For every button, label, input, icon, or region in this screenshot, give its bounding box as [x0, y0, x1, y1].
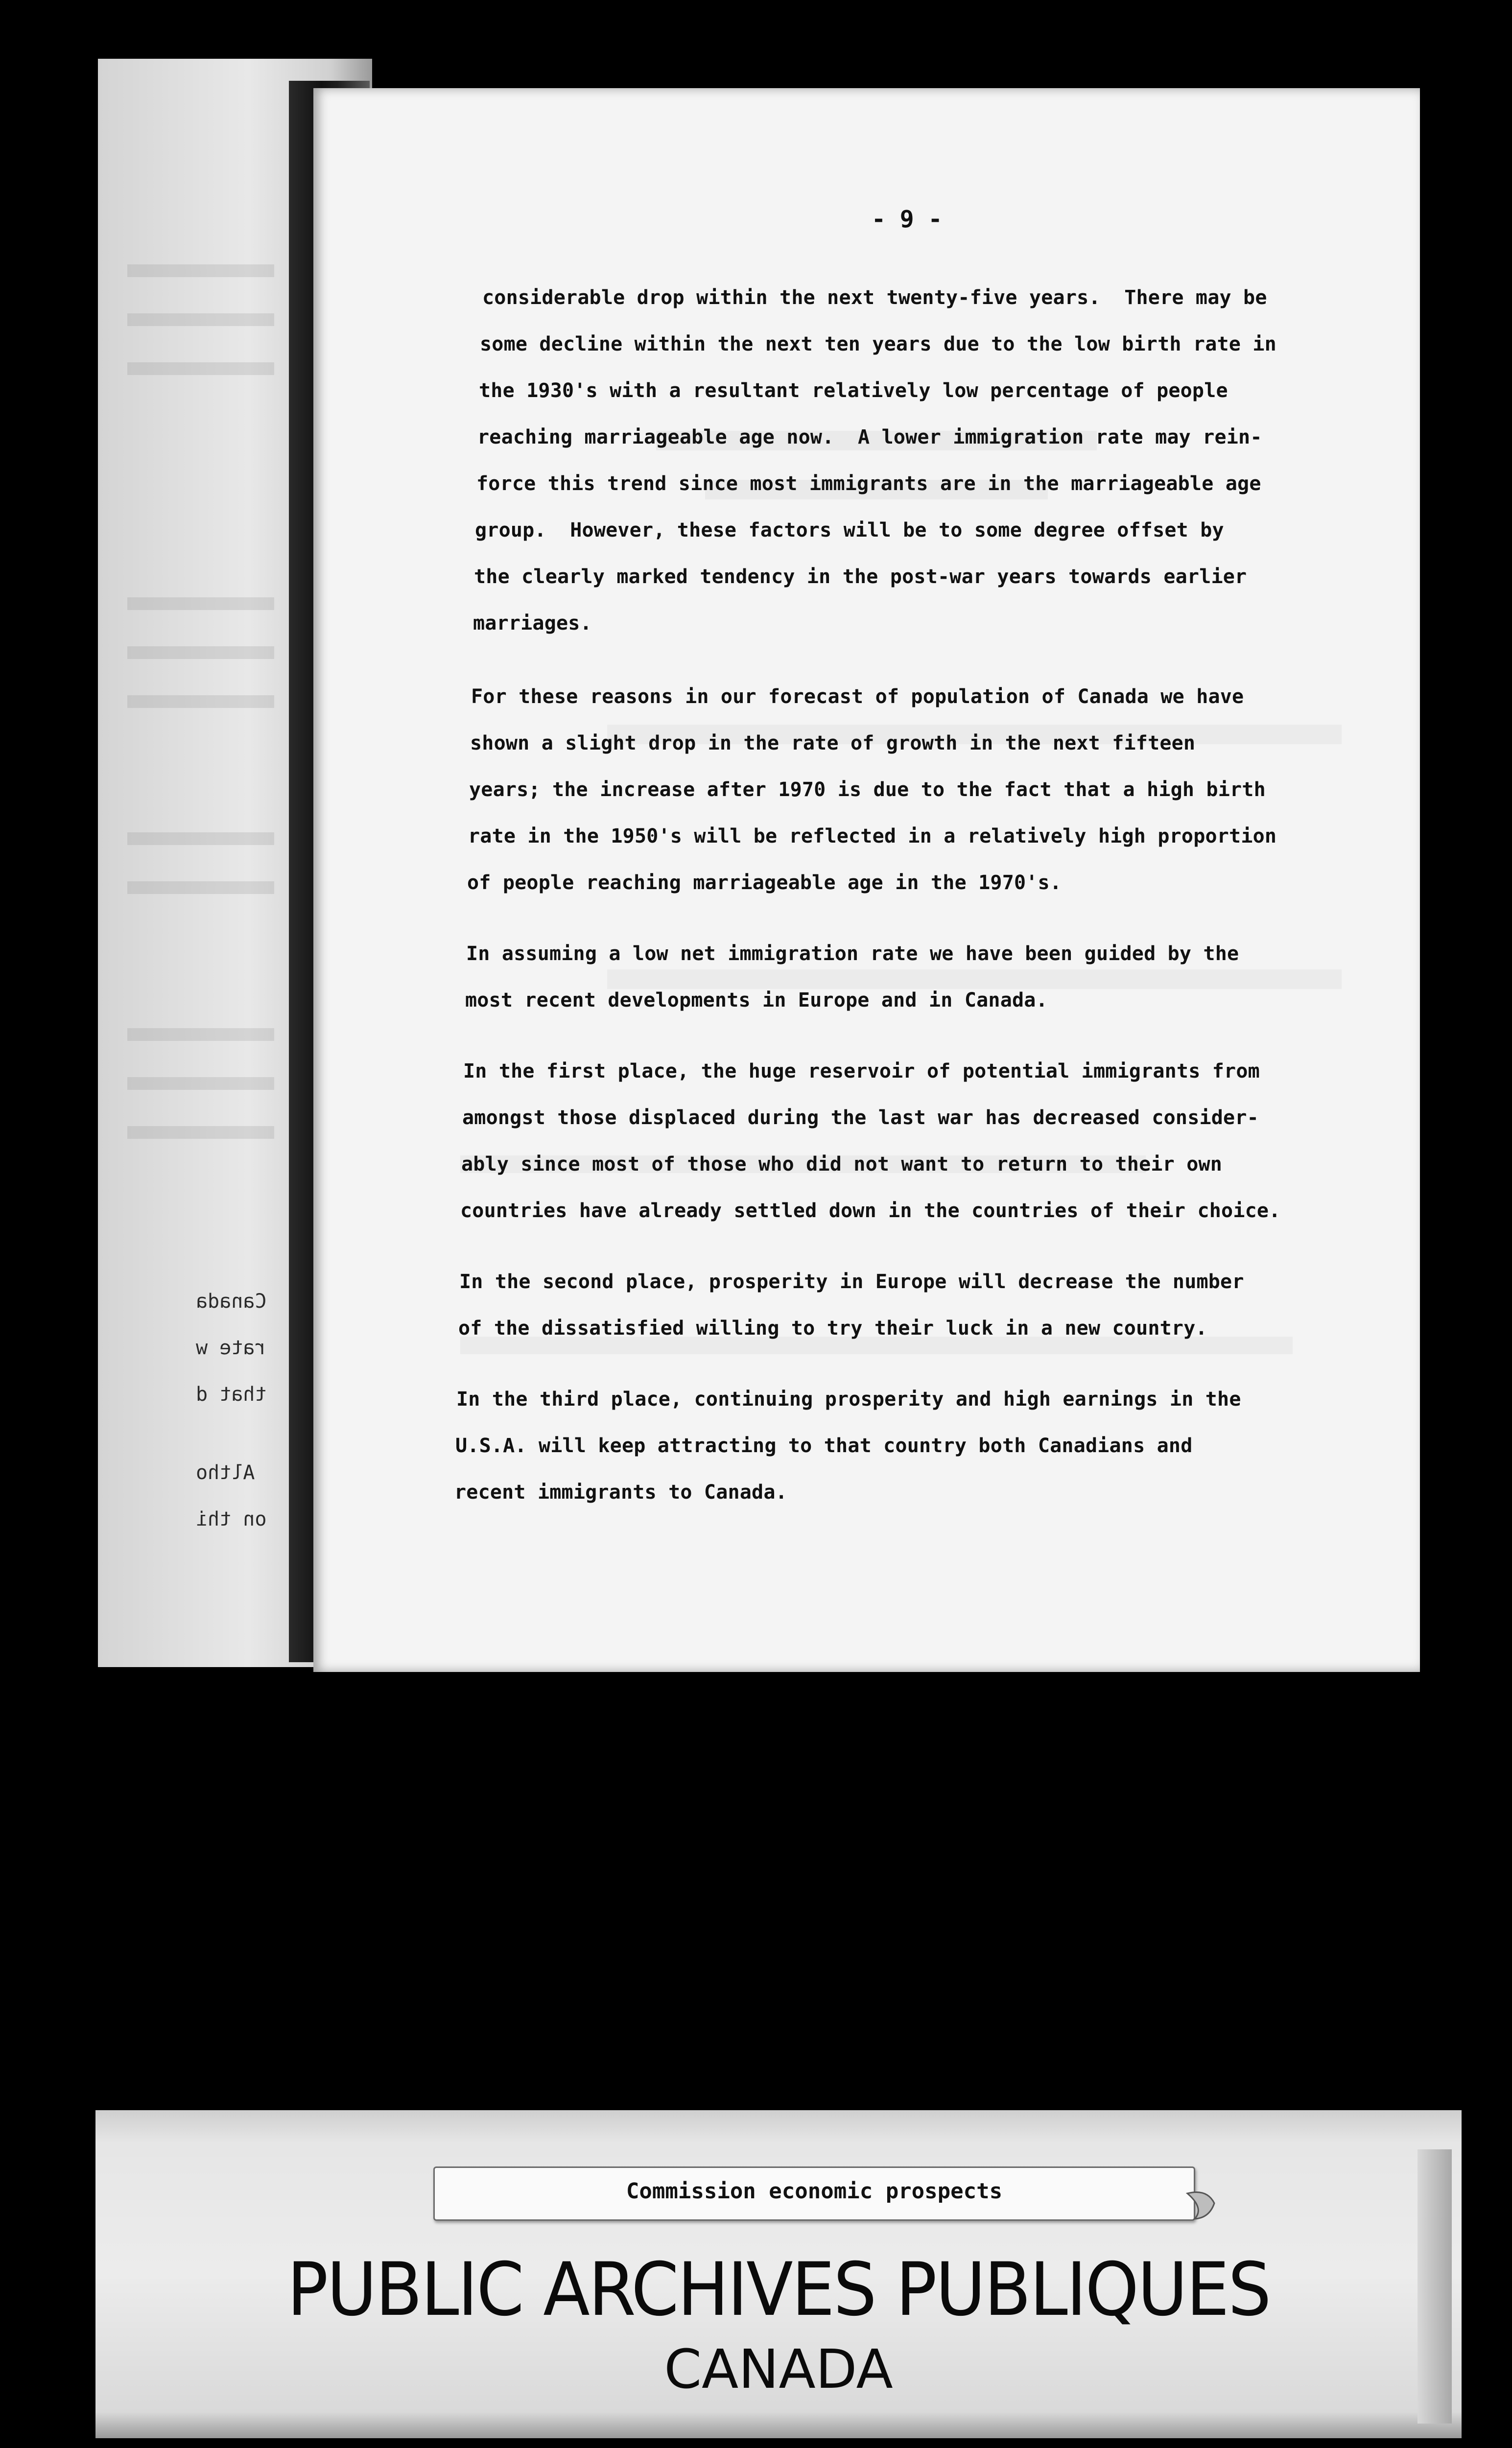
body-text-line: group. However, these factors will be to some degree offset by — [475, 519, 1224, 541]
body-text-line: In the second place, prosperity in Europe will decrease the number — [459, 1271, 1244, 1293]
bleed-through-mark — [127, 881, 274, 894]
bleed-through-mark — [127, 832, 274, 845]
archives-title: PUBLIC ARCHIVES PUBLIQUES — [287, 2247, 1270, 2332]
bleed-through-mark — [127, 1126, 274, 1139]
body-text-line: In the third place, continuing prosperity and high earnings in the — [456, 1388, 1241, 1411]
body-text-line: reaching marriageable age now. A lower immigration rate may rein- — [477, 426, 1262, 448]
body-text-line: years; the increase after 1970 is due to the fact that a high birth — [469, 778, 1266, 801]
body-text-line: recent immigrants to Canada. — [454, 1481, 787, 1504]
page-number: - 9 - — [872, 206, 943, 233]
body-text-line: shown a slight drop in the rate of growth in the next fifteen — [470, 732, 1196, 754]
left-page-fragment: that d — [196, 1383, 267, 1406]
document-page — [313, 88, 1420, 1672]
body-text-line: In assuming a low net immigration rate we have been guided by the — [466, 942, 1239, 965]
body-text-line: countries have already settled down in the countries of their choice. — [460, 1200, 1281, 1222]
body-text-line: considerable drop within the next twenty-five years. There may be — [482, 286, 1267, 309]
collection-tag — [433, 2166, 1195, 2221]
body-text-line: the 1930's with a resultant relatively low percentage of people — [479, 379, 1228, 402]
bleed-through-mark — [607, 969, 1342, 989]
archives-subtitle: CANADA — [664, 2338, 893, 2401]
bleed-through-mark — [127, 264, 274, 277]
body-text-line: marriages. — [473, 612, 592, 635]
bleed-through-mark — [127, 695, 274, 708]
archive-label-strip — [95, 2110, 1462, 2438]
body-text-line: In the first place, the huge reservoir of potential immigrants from — [463, 1060, 1260, 1083]
left-page-fragment: rate w — [196, 1337, 267, 1359]
body-text-line: For these reasons in our forecast of population of Canada we have — [471, 685, 1244, 708]
body-text-line: some decline within the next ten years due to the low birth rate in — [480, 333, 1276, 355]
body-text-line: force this trend since most immigrants are in the marriageable age — [476, 472, 1261, 495]
bleed-through-mark — [127, 313, 274, 326]
bleed-through-mark — [127, 362, 274, 375]
body-text-line: of the dissatisfied willing to try their luck in a new country. — [458, 1317, 1207, 1340]
left-page-fragment: Canada — [196, 1290, 267, 1313]
collection-tag-text: Commission economic prospects — [626, 2179, 1003, 2204]
bleed-through-mark — [127, 1028, 274, 1041]
body-text-line: the clearly marked tendency in the post-war years towards earlier — [474, 565, 1247, 588]
body-text-line: amongst those displaced during the last war has decreased consider- — [462, 1106, 1259, 1129]
bleed-through-mark — [127, 597, 274, 610]
left-page-fragment: Altho — [196, 1461, 255, 1484]
left-page-fragment: on thi — [196, 1508, 267, 1530]
tape-curl-icon — [1185, 2189, 1219, 2223]
bleed-through-mark — [127, 646, 274, 659]
bleed-through-mark — [127, 1077, 274, 1090]
body-text-line: most recent developments in Europe and in Canada. — [465, 989, 1048, 1012]
body-text-line: U.S.A. will keep attracting to that country both Canadians and — [455, 1435, 1193, 1457]
body-text-line: ably since most of those who did not want to return to their own — [461, 1153, 1223, 1176]
body-text-line: rate in the 1950's will be reflected in a relatively high proportion — [468, 825, 1277, 847]
body-text-line: of people reaching marriageable age in the 1970's. — [467, 871, 1062, 894]
